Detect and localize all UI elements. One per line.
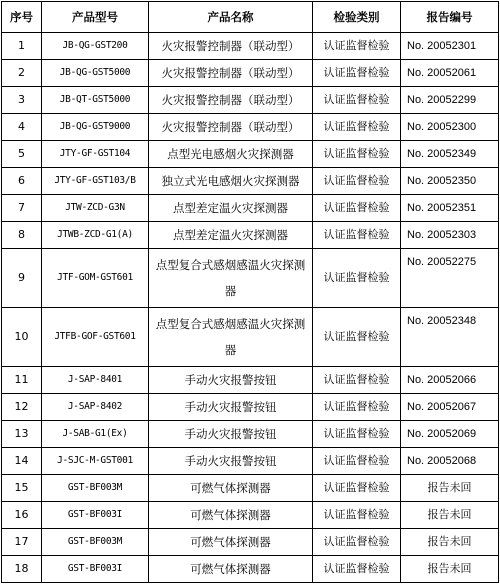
cell-report: No. 20052301 <box>401 33 499 60</box>
cell-category: 认证监督检验 <box>313 529 401 556</box>
cell-model: J-SJC-M-GST001 <box>42 448 149 475</box>
cell-model: JTF-GOM-GST601 <box>42 249 149 308</box>
cell-no: 8 <box>2 222 42 249</box>
cell-category: 认证监督检验 <box>313 394 401 421</box>
cell-category: 认证监督检验 <box>313 195 401 222</box>
cell-report: No. 20052349 <box>401 141 499 168</box>
cell-name: 可燃气体探测器 <box>149 475 313 502</box>
table-row <box>2 168 499 195</box>
cell-name: 点型复合式感烟感温火灾探测器 <box>149 308 313 367</box>
table-row <box>2 60 499 87</box>
cell-report: No. 20052350 <box>401 168 499 195</box>
cell-category: 认证监督检验 <box>313 502 401 529</box>
cell-category: 认证监督检验 <box>313 60 401 87</box>
table-row <box>2 33 499 60</box>
cell-report: No. 20052300 <box>401 114 499 141</box>
cell-name: 可燃气体探测器 <box>149 529 313 556</box>
cell-no: 16 <box>2 502 42 529</box>
cell-category: 认证监督检验 <box>313 249 401 308</box>
cell-name: 可燃气体探测器 <box>149 556 313 583</box>
table-row <box>2 222 499 249</box>
cell-model: J-SAP-8402 <box>42 394 149 421</box>
cell-category: 认证监督检验 <box>313 87 401 114</box>
cell-model: GST-BF003I <box>42 556 149 583</box>
cell-category: 认证监督检验 <box>313 168 401 195</box>
table-row <box>2 195 499 222</box>
cell-no: 4 <box>2 114 42 141</box>
cell-category: 认证监督检验 <box>313 222 401 249</box>
cell-no: 3 <box>2 87 42 114</box>
header-report: 报告编号 <box>401 2 499 33</box>
cell-name: 点型复合式感烟感温火灾探测器 <box>149 249 313 308</box>
header-row <box>2 2 499 33</box>
cell-category: 认证监督检验 <box>313 114 401 141</box>
cell-name: 点型光电感烟火灾探测器 <box>149 141 313 168</box>
cell-category: 认证监督检验 <box>313 475 401 502</box>
cell-model: JB-QG-GST9000 <box>42 114 149 141</box>
cell-category: 认证监督检验 <box>313 141 401 168</box>
table-row <box>2 448 499 475</box>
cell-report: No. 20052303 <box>401 222 499 249</box>
table-row <box>2 502 499 529</box>
cell-category: 认证监督检验 <box>313 556 401 583</box>
cell-name: 火灾报警控制器（联动型） <box>149 114 313 141</box>
cell-model: JB-QG-GST200 <box>42 33 149 60</box>
table-row <box>2 475 499 502</box>
header-no: 序号 <box>2 2 42 33</box>
cell-model: JTW-ZCD-G3N <box>42 195 149 222</box>
cell-model: GST-BF003I <box>42 502 149 529</box>
cell-model: JB-QT-GST5000 <box>42 87 149 114</box>
table-row <box>2 141 499 168</box>
cell-category: 认证监督检验 <box>313 367 401 394</box>
cell-report: No. 20052069 <box>401 421 499 448</box>
cell-name: 火灾报警控制器（联动型） <box>149 33 313 60</box>
cell-name: 手动火灾报警按钮 <box>149 448 313 475</box>
cell-model: JTY-GF-GST104 <box>42 141 149 168</box>
cell-report: No. 20052348 <box>401 308 499 367</box>
cell-model: JTY-GF-GST103/B <box>42 168 149 195</box>
cell-report: No. 20052299 <box>401 87 499 114</box>
table-row <box>2 367 499 394</box>
cell-name: 可燃气体探测器 <box>149 502 313 529</box>
table-row <box>2 308 499 367</box>
cell-name: 手动火灾报警按钮 <box>149 394 313 421</box>
cell-no: 14 <box>2 448 42 475</box>
table-row <box>2 556 499 583</box>
cell-name: 手动火灾报警按钮 <box>149 367 313 394</box>
cell-report: No. 20052066 <box>401 367 499 394</box>
cell-no: 2 <box>2 60 42 87</box>
cell-no: 11 <box>2 367 42 394</box>
cell-report: 报告未回 <box>401 475 499 502</box>
cell-no: 17 <box>2 529 42 556</box>
cell-no: 10 <box>2 308 42 367</box>
cell-model: J-SAB-G1(Ex) <box>42 421 149 448</box>
cell-no: 5 <box>2 141 42 168</box>
cell-report: No. 20052068 <box>401 448 499 475</box>
cell-no: 15 <box>2 475 42 502</box>
cell-name: 点型差定温火灾探测器 <box>149 222 313 249</box>
cell-report: No. 20052275 <box>401 249 499 308</box>
header-model: 产品型号 <box>42 2 149 33</box>
cell-name: 火灾报警控制器（联动型） <box>149 60 313 87</box>
cell-name: 火灾报警控制器（联动型） <box>149 87 313 114</box>
table-row <box>2 249 499 308</box>
cell-report: 报告未回 <box>401 529 499 556</box>
cell-no: 6 <box>2 168 42 195</box>
cell-name: 手动火灾报警按钮 <box>149 421 313 448</box>
cell-name: 独立式光电感烟火灾探测器 <box>149 168 313 195</box>
cell-category: 认证监督检验 <box>313 448 401 475</box>
cell-model: GST-BF003M <box>42 529 149 556</box>
header-name: 产品名称 <box>149 2 313 33</box>
cell-model: J-SAP-8401 <box>42 367 149 394</box>
inspection-table <box>1 1 499 583</box>
cell-no: 13 <box>2 421 42 448</box>
cell-report: No. 20052351 <box>401 195 499 222</box>
cell-no: 9 <box>2 249 42 308</box>
cell-report: 报告未回 <box>401 556 499 583</box>
cell-no: 1 <box>2 33 42 60</box>
cell-model: JTFB-GOF-GST601 <box>42 308 149 367</box>
table-row <box>2 87 499 114</box>
cell-model: JTWB-ZCD-G1(A) <box>42 222 149 249</box>
cell-no: 7 <box>2 195 42 222</box>
table-row <box>2 421 499 448</box>
cell-report: 报告未回 <box>401 502 499 529</box>
table-row <box>2 529 499 556</box>
cell-model: JB-QG-GST5000 <box>42 60 149 87</box>
cell-report: No. 20052061 <box>401 60 499 87</box>
cell-no: 18 <box>2 556 42 583</box>
cell-report: No. 20052067 <box>401 394 499 421</box>
cell-name: 点型差定温火灾探测器 <box>149 195 313 222</box>
cell-category: 认证监督检验 <box>313 308 401 367</box>
cell-model: GST-BF003M <box>42 475 149 502</box>
table-row <box>2 114 499 141</box>
cell-category: 认证监督检验 <box>313 33 401 60</box>
cell-no: 12 <box>2 394 42 421</box>
cell-category: 认证监督检验 <box>313 421 401 448</box>
table-row <box>2 394 499 421</box>
header-category: 检验类别 <box>313 2 401 33</box>
